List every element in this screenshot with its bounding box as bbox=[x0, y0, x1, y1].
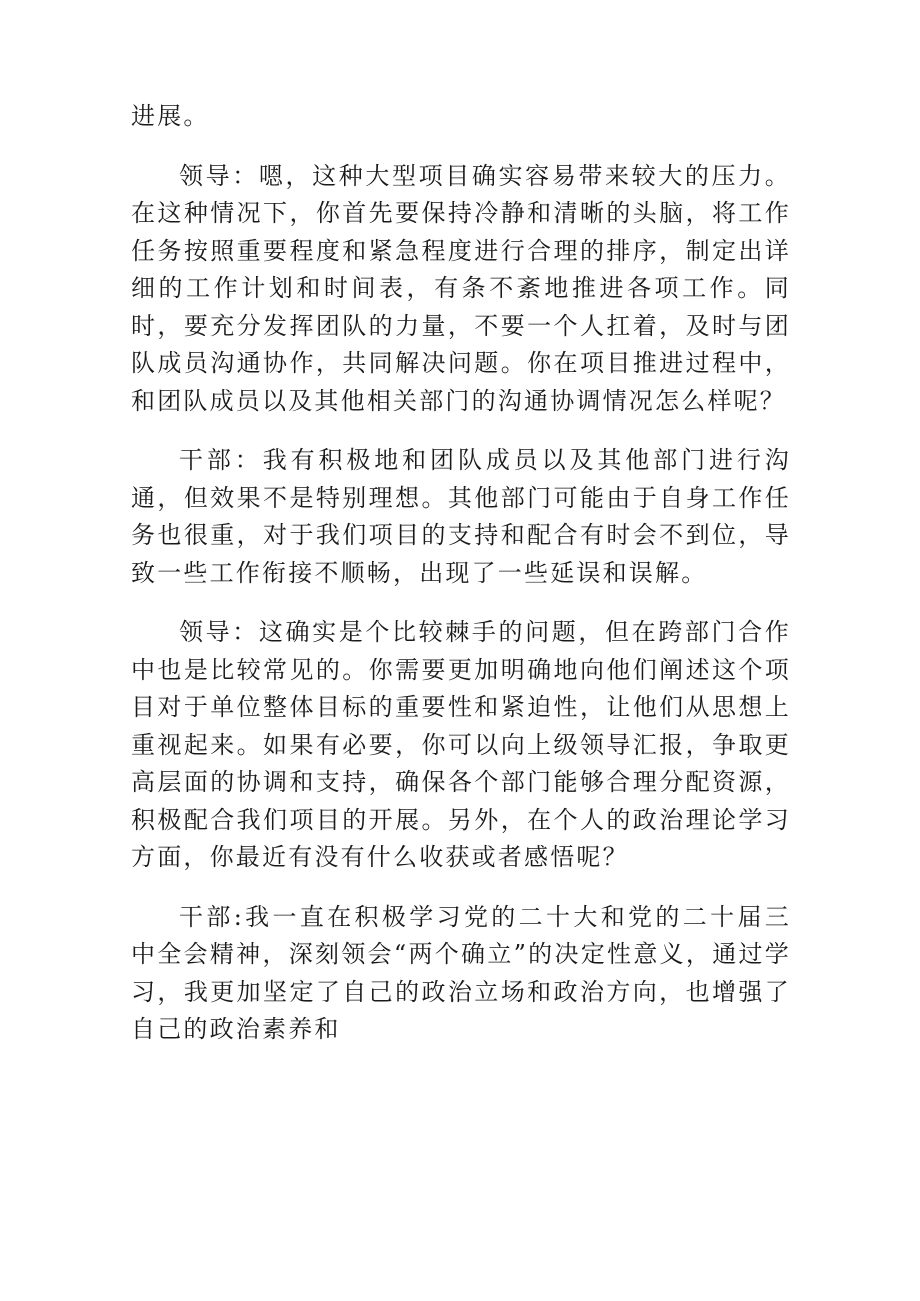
paragraph-cadre-1 bbox=[131, 442, 791, 592]
speaker-label: 领导： bbox=[179, 618, 259, 646]
speaker-label: 领导： bbox=[179, 161, 259, 190]
paragraph-text: 嗯，这种大型项目确实容易带来较大的压力。在这种情况下，你首先要保持冷静和清晰的头脑，将工作任务按照重要程度和紧急程度进行合理的排序，制定出详细的工作计划和时间表，有条不紊地推进各项工作。同时，要充分发挥团队的力量，不要一个人扛着，及时与团队成员沟通协作，共同解决问题。你在项目推进过程中，和团队成员以及其他相关部门的沟通协调情况怎么样呢？ bbox=[131, 161, 791, 415]
paragraph-text: 我一直在积极学习党的二十大和党的二十届三中全会精神，深刻领会“两个确立”的决定性意义，通过学习，我更加坚定了自己的政治立场和政治方向，也增强了自己的政治素养和 bbox=[131, 902, 792, 1043]
paragraph-leader-2 bbox=[131, 614, 791, 877]
paragraph-text: 这确实是个比较棘手的问题，但在跨部门合作中也是比较常见的。你需要更加明确地向他们阐述这个项目对于单位整体目标的重要性和紧迫性，让他们从思想上重视起来。如果有必要，你可以向上级领导汇报，争取更高层面的协调和支持，确保各个部门能够合理分配资源，积极配合我们项目的开展。另外，在个人的政治理论学习方面，你最近有没有什么收获或者感悟呢？ bbox=[131, 618, 791, 871]
paragraph-leader-1 bbox=[131, 158, 791, 421]
paragraph-text: 我有积极地和团队成员以及其他部门进行沟通，但效果不是特别理想。其他部门可能由于自身工作任务也很重，对于我们项目的支持和配合有时会不到位，导致一些工作衔接不顺畅，出现了一些延误和误解。 bbox=[131, 446, 791, 587]
speaker-label: 干部: bbox=[179, 902, 244, 931]
speaker-label: 干部： bbox=[179, 446, 263, 474]
paragraph-continued bbox=[131, 98, 791, 136]
paragraph-cadre-2 bbox=[131, 899, 791, 1049]
paragraph-text: 进展。 bbox=[131, 102, 210, 130]
document-body bbox=[131, 98, 791, 1071]
